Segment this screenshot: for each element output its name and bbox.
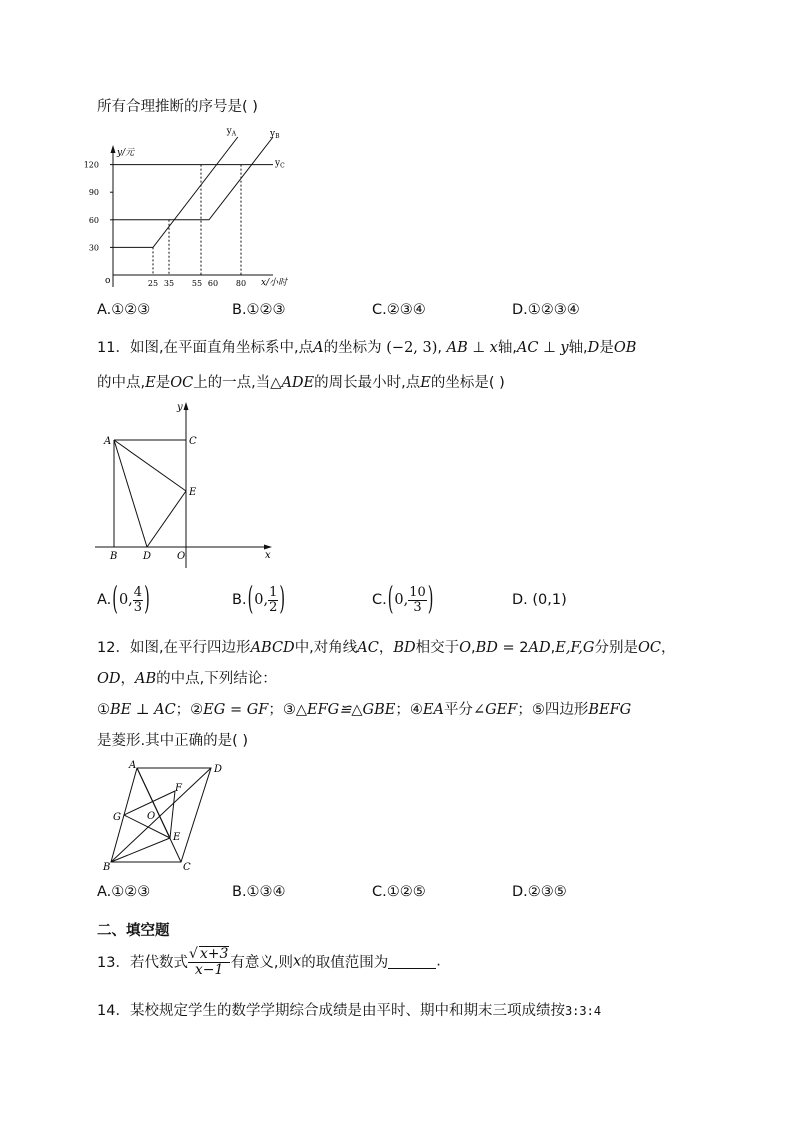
q11-label-x: x — [265, 550, 271, 561]
q12-mark: ③ — [282, 702, 296, 718]
q11-perp: ⊥ — [538, 340, 561, 356]
q12-text: 相交于 — [415, 640, 460, 656]
q12-line2 — [97, 667, 277, 688]
q11-opt-fraction: $\frac{1}{2}$ — [269, 585, 278, 615]
q11-perp: ⊥ — [467, 340, 490, 356]
q11-y-arrow — [184, 402, 189, 410]
q12-option-c[interactable]: C.①②⑤ — [372, 884, 426, 900]
section-heading: 二、填空题 — [97, 923, 170, 939]
q11-label-C: C — [189, 436, 197, 447]
q12-point: O — [459, 640, 472, 656]
q11-text: 的坐标为 — [323, 340, 382, 356]
q11-figure — [95, 398, 275, 573]
q10-option-d[interactable]: D.①②③④ — [512, 302, 580, 318]
q10-option-a[interactable]: A.①②③ — [97, 302, 151, 318]
q10-y-arrow — [111, 145, 116, 153]
q11-text: 的中点, — [97, 375, 146, 391]
q12-eq: = 2 — [497, 640, 529, 656]
q10-option-b[interactable]: B.①②③ — [232, 302, 286, 318]
q12-conclusion-4: EA — [422, 702, 444, 718]
q11-var: x — [489, 340, 498, 356]
q11-label-E: E — [189, 487, 197, 498]
q11-seg-AE — [114, 440, 186, 491]
q11-opt-zero: 0, — [118, 592, 133, 609]
q12-seg-EF — [170, 791, 175, 838]
q10-series-label-C: $y_C$ — [275, 158, 285, 170]
q12-label-O: O — [147, 811, 156, 822]
q11-seg-AD — [114, 440, 147, 547]
q11-paren: ) — [279, 582, 286, 618]
q11-text: 是 — [599, 340, 614, 356]
q11-seg: AB — [446, 340, 468, 356]
q12-text: 中,对角线 — [294, 640, 358, 656]
q11-point: E — [145, 375, 156, 391]
q14-ratio: 3:3:4 — [564, 1004, 602, 1018]
q10-series-yB — [113, 137, 273, 220]
q12-seg: AB — [135, 671, 157, 687]
q11-option-d[interactable]: D. (0,1) — [512, 592, 567, 608]
q10-x-tick-label: 55 — [191, 279, 203, 288]
q11-label-O: O — [177, 551, 186, 562]
q10-series-label-A: $y_A$ — [226, 126, 237, 138]
q10-chart — [83, 125, 293, 295]
q11-opt-label: A. — [97, 592, 112, 609]
q10-y-tick-label: 90 — [88, 188, 99, 198]
q13-denominator: x−1 — [194, 961, 224, 978]
q12-text: 平分 — [443, 702, 473, 718]
q12-option-b[interactable]: B.①③④ — [232, 884, 286, 900]
q11-option-c[interactable] — [372, 582, 434, 618]
q11-line2 — [97, 371, 505, 392]
q10-y-tick-label: 120 — [83, 160, 99, 170]
q12-seg-BE — [111, 838, 170, 862]
q11-text: , — [437, 340, 443, 356]
q14 — [97, 999, 601, 1020]
q12-figure — [103, 760, 233, 873]
q12-seg: OD — [97, 671, 121, 687]
q11-label-A: A — [104, 436, 112, 447]
q11-opt-label: C. — [372, 592, 387, 609]
q11-var: y — [560, 340, 569, 356]
q11-point: A — [313, 340, 324, 356]
q12-mark: ⑤四边形 — [531, 702, 589, 718]
q13-text: 的取值范围为 — [301, 955, 389, 972]
q10-ylabel: y/元 — [117, 148, 135, 158]
q12-mark: ② — [190, 702, 204, 718]
q12-text: ； — [517, 702, 532, 718]
q10-origin: o — [105, 276, 111, 286]
q11-seg: AC — [516, 340, 539, 356]
q10-x-tick-label: 25 — [147, 279, 159, 288]
q12-label-E: E — [173, 832, 181, 843]
q12-conclusion-2: EG = GF — [203, 702, 269, 718]
q13-answer-blank[interactable] — [388, 954, 436, 969]
q10-y-tick-label: 30 — [88, 243, 99, 253]
q10-y-tick-label: 60 — [88, 215, 99, 225]
q11-tri: △ — [270, 375, 282, 391]
q11-paren: ( — [387, 582, 394, 618]
q11-opt-zero: 0, — [394, 592, 409, 609]
q11-option-a[interactable] — [97, 582, 151, 618]
q12-shape: ABCD — [250, 640, 295, 656]
q12-text: , — [471, 640, 476, 656]
q12-points: E,F,G — [555, 640, 595, 656]
q11-seg-DE — [147, 491, 186, 547]
q13-radicand: x+3 — [199, 946, 229, 962]
q12-seg: AC — [357, 640, 379, 656]
q11-line1 — [97, 336, 636, 357]
q12-text: 分别是 — [594, 640, 638, 656]
q10-xlabel: x/小时 — [261, 278, 288, 288]
q13-text: 有意义,则 — [230, 955, 294, 972]
q13 — [97, 946, 441, 977]
q11-tri-name: ADE — [281, 375, 315, 391]
q12-angle: ∠GEF — [472, 702, 518, 718]
q13-var: x — [293, 953, 302, 970]
q13-fraction — [188, 946, 230, 977]
q11-text: 轴, — [568, 340, 588, 356]
q12-text: ； — [268, 702, 283, 718]
q12-label-A: A — [129, 760, 137, 771]
q11-text: 上的一点,当 — [193, 375, 271, 391]
q12-text: 的中点,下列结论： — [156, 671, 277, 687]
q13-text: . — [436, 953, 441, 970]
q12-seg: BD — [475, 640, 498, 656]
q11-point: E — [420, 375, 431, 391]
q12-text: ， — [120, 671, 136, 687]
q11-label-B: B — [110, 551, 118, 562]
q10-x-tick-label: 60 — [207, 279, 219, 288]
q11-opt-zero: 0, — [254, 592, 269, 609]
q12-seg: BD — [393, 640, 416, 656]
q12-line1 — [97, 636, 675, 657]
q12-label-D: D — [214, 764, 223, 775]
q11-opt-fraction: $\frac{10}{3}$ — [409, 585, 426, 615]
q11-text: 轴, — [497, 340, 517, 356]
q10-series-label-B: $y_B$ — [270, 129, 280, 141]
q12-text: ； — [395, 702, 410, 718]
q12-seg: OC — [637, 640, 661, 656]
q13-text: 13．若代数式 — [97, 955, 188, 972]
q12-text: ， — [378, 640, 394, 656]
q12-label-B: B — [103, 862, 111, 873]
q14-text: 14．某校规定学生的数学学期综合成绩是由平时、期中和期末三项成绩按 — [97, 1003, 565, 1019]
q10-x-tick-label: 80 — [235, 279, 247, 288]
q11-paren: ) — [144, 582, 150, 618]
q11-text: 是 — [155, 375, 171, 391]
q12-text: , — [550, 640, 556, 656]
q11-opt-label: B. — [232, 592, 247, 609]
q12-text: ， — [660, 640, 676, 656]
q11-paren: ( — [247, 582, 254, 618]
q12-seg: AD — [528, 640, 551, 656]
q11-label-y: y — [177, 402, 183, 413]
q12-label-F: F — [175, 783, 182, 794]
q12-option-a[interactable]: A.①②③ — [97, 884, 151, 900]
q11-option-b[interactable] — [232, 582, 286, 618]
q11-x-arrow — [264, 545, 272, 550]
q12-conclusion-3: △EFG≌△GBE — [295, 702, 396, 718]
q11-text: 的坐标是( ) — [430, 375, 505, 391]
q12-text: ； — [175, 702, 191, 718]
q12-line4: 是菱形.其中正确的是( ) — [97, 733, 249, 749]
q12-conclusion-5: BEFG — [588, 702, 632, 718]
q12-label-C: C — [183, 862, 191, 873]
q11-seg: OC — [170, 375, 194, 391]
q12-seg-EA — [137, 768, 170, 838]
q11-paren: ( — [112, 582, 118, 618]
q10-option-c[interactable]: C.②③④ — [372, 302, 426, 318]
q12-mark: ① — [97, 702, 110, 718]
q11-text: 的周长最小时,点 — [314, 375, 421, 391]
q11-point: D — [587, 340, 600, 356]
q12-conclusion-1: BE ⊥ AC — [110, 702, 176, 718]
q12-mark: ④ — [409, 702, 423, 718]
sqrt-sign: √ — [188, 946, 198, 962]
q11-paren: ) — [427, 582, 434, 618]
q12-text: 12．如图,在平行四边形 — [97, 640, 251, 656]
q11-coord: (−2, 3) — [386, 340, 438, 356]
q10-x-tick-label: 35 — [163, 279, 175, 288]
q11-text: 11．如图,在平面直角坐标系中,点 — [97, 340, 314, 356]
q11-seg: OB — [613, 340, 637, 356]
q11-label-D: D — [143, 551, 152, 562]
q10-tail: 所有合理推断的序号是( ) — [97, 99, 258, 115]
q11-opt-fraction: $\frac{4}{3}$ — [133, 585, 143, 615]
q12-line3 — [97, 698, 631, 719]
q12-label-G: G — [113, 812, 121, 823]
q12-option-d[interactable]: D.②③⑤ — [512, 884, 567, 900]
